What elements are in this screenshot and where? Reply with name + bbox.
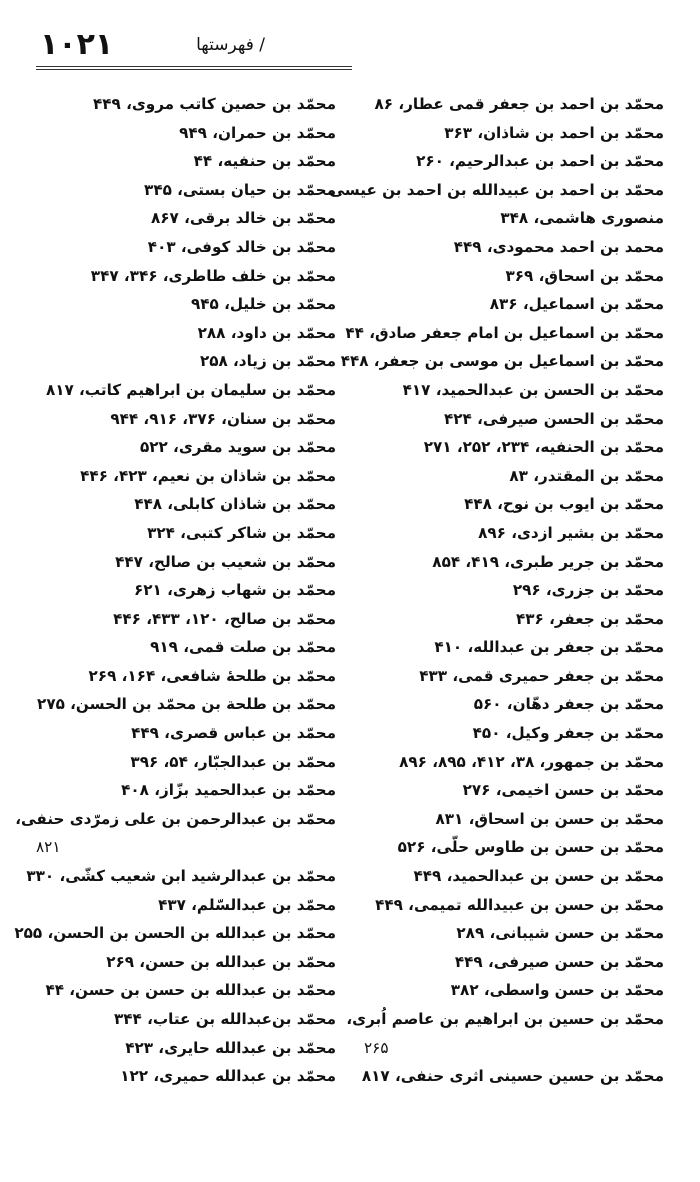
index-entry: محمّد بن حسن بن اسحاق، ۸۳۱ [435,809,664,828]
index-entry: محمّد بن صلت قمی، ۹۱۹ [150,638,336,657]
index-entry: محمّد بن حمران، ۹۴۹ [179,123,336,142]
index-entry: محمّد بن جعفر دهّان، ۵۶۰ [473,695,664,714]
index-entry: محمّد بن طلحهٔ شافعی، ۱۶۴، ۲۶۹ [88,666,336,685]
index-column-right [329,90,664,1091]
index-entry: محمّد بن احمد بن عبدالرحیم، ۲۶۰ [416,152,664,171]
index-entry: محمّد بن زیاد، ۲۵۸ [199,352,336,371]
page-number: ۱۰۲۱ [40,27,114,62]
index-entry: محمّد بن حصین کاتب مروی، ۴۴۹ [93,95,336,113]
index-entry: محمّد بن حنفیه، ۴۴ [193,152,336,171]
index-entry: محمّد بن احمد بن جعفر قمی عطار، ۸۶ [374,95,664,113]
index-entry: محمّد بن سنان، ۳۷۶، ۹۱۶، ۹۴۴ [110,409,336,428]
index-entry: محمّد بن جعفر وکیل، ۴۵۰ [472,724,664,743]
index-column-left [14,90,336,1091]
index-entry: محمّد بن اسماعیل بن امام جعفر صادق، ۴۴ [345,323,664,342]
index-entry: محمّد بن اسماعیل، ۸۳۶ [489,295,664,314]
index-entry: محمّد بن جعفر بن عبدالله، ۴۱۰ [434,638,664,657]
index-entry: محمّد بن عبدالجبّار، ۵۴، ۳۹۶ [130,752,336,771]
header-rule [36,66,352,70]
index-entry: محمّد بن جعفر، ۴۳۶ [515,609,664,628]
index-entry: محمّد بن‌عبدالله بن عتاب، ۳۴۴ [114,1010,336,1028]
index-entry: محمّد بن حسن شیبانی، ۲۸۹ [456,924,664,943]
index-entry: محمّد بن حسن صیرفی، ۴۴۹ [454,952,664,971]
index-entry: محمّد بن سلیمان بن ابراهیم کاتب، ۸۱۷ [45,380,336,399]
index-entry: محمّد بن ایوب بن نوح، ۴۴۸ [464,495,664,514]
index-entry: محمّد بن حسن بن طاوس حلّی، ۵۲۶ [397,838,664,857]
index-entry: محمّد بن جریر طبری، ۴۱۹، ۸۵۴ [432,552,664,571]
index-entry: محمّد بن خلف طاطری، ۳۴۶، ۳۴۷ [90,266,336,285]
index-entry: محمّد بن خلیل، ۹۴۵ [190,295,336,314]
index-entry: محمّد بن عبدالله بن حسن، ۲۶۹ [106,952,336,971]
index-entry: محمّد بن حسین بن ابراهیم بن عاصم اُبری، [346,1010,664,1028]
index-entry: محمّد بن اسماعیل بن موسی بن جعفر، ۴۴۸ [340,352,664,371]
index-entry: محمّد بن احمد بن عبیدالله بن احمد بن عیسی [329,180,664,199]
index-entry-continuation: ۲۶۵ [364,1038,389,1057]
index-entry: محمد بن احمد محمودی، ۴۴۹ [453,237,664,256]
index-entry: محمّد بن حسن اخیمی، ۲۷۶ [462,781,664,800]
index-entry: محمّد بن الحنفیه، ۲۳۴، ۲۵۲، ۲۷۱ [423,438,664,457]
index-entry: محمّد بن عبدالله بن الحسن بن الحسن، ۲۵۵ [14,924,336,943]
index-entry: محمّد بن جزری، ۲۹۶ [512,581,664,600]
index-entry-continuation: منصوری هاشمی، ۳۴۸ [500,209,664,228]
index-entry: محمّد بن حسین حسینی اثری حنفی، ۸۱۷ [361,1067,664,1086]
index-entry: محمّد بن شهاب زهری، ۶۲۱ [134,581,336,600]
index-entry: محمّد بن عبدالله حایری، ۴۲۳ [125,1038,336,1057]
index-entry: محمّد بن المقتدر، ۸۳ [509,466,664,485]
index-entry: محمّد بن داود، ۲۸۸ [197,323,336,342]
index-entry: محمّد بن حسن بن عبدالحمید، ۴۴۹ [413,867,664,886]
index-entry: محمّد بن عبدالرحمن بن علی زمرّدی حنفی، [15,809,336,828]
index-entry: محمّد بن احمد بن شاذان، ۳۶۳ [444,123,664,142]
index-entry: محمّد بن اسحاق، ۳۶۹ [505,266,664,285]
index-entry: محمّد بن خالد کوفی، ۴۰۳ [147,237,336,256]
index-entry: محمّد بن الحسن بن عبدالحمید، ۴۱۷ [402,380,664,399]
index-entry: محمّد بن حیان بستی، ۳۴۵ [144,180,336,199]
index-entry: محمّد بن شعیب بن صالح، ۴۴۷ [115,552,336,571]
index-entry: محمّد بن سوید مقری، ۵۲۲ [139,438,336,457]
index-entry: محمّد بن عباس قصری، ۴۴۹ [131,724,336,743]
index-entry: محمّد بن حسن واسطی، ۳۸۲ [450,981,664,1000]
index-entry: محمّد بن طلحة بن محمّد بن الحسن، ۲۷۵ [37,695,336,714]
index-entry-continuation: ۸۲۱ [36,838,61,857]
index-entry: محمّد بن خالد برقی، ۸۶۷ [151,209,336,228]
running-head: / فهرستها [196,35,265,55]
index-entry: محمّد بن جمهور، ۳۸، ۴۱۲، ۸۹۵، ۸۹۶ [399,752,664,771]
index-entry: محمّد بن شاذان کابلی، ۴۴۸ [134,495,336,514]
index-entry: محمّد بن حسن بن عبیدالله تمیمی، ۴۴۹ [375,895,664,914]
index-entry: محمّد بن جعفر حمیری قمی، ۴۳۳ [419,666,664,685]
index-entry: محمّد بن عبدالحمید بزّاز، ۴۰۸ [121,781,336,800]
index-entry: محمّد بن عبدالله بن حسن بن حسن، ۴۴ [45,981,336,1000]
index-entry: محمّد بن شاکر کتبی، ۳۲۴ [147,523,336,542]
index-entry: محمّد بن صالح، ۱۲۰، ۴۳۳، ۴۴۶ [113,609,336,628]
index-entry: محمّد بن بشیر ازدی، ۸۹۶ [478,523,664,542]
index-entry: محمّد بن عبدالرشید ابن شعیب کشّی، ۳۳۰ [26,867,336,886]
index-entry: محمّد بن شاذان بن نعیم، ۴۲۳، ۴۴۶ [80,466,336,485]
index-entry: محمّد بن الحسن صیرفی، ۴۲۴ [443,409,664,428]
index-entry: محمّد بن عبدالسّلم، ۴۳۷ [158,895,336,914]
index-entry: محمّد بن عبدالله حمیری، ۱۲۲ [120,1067,336,1086]
